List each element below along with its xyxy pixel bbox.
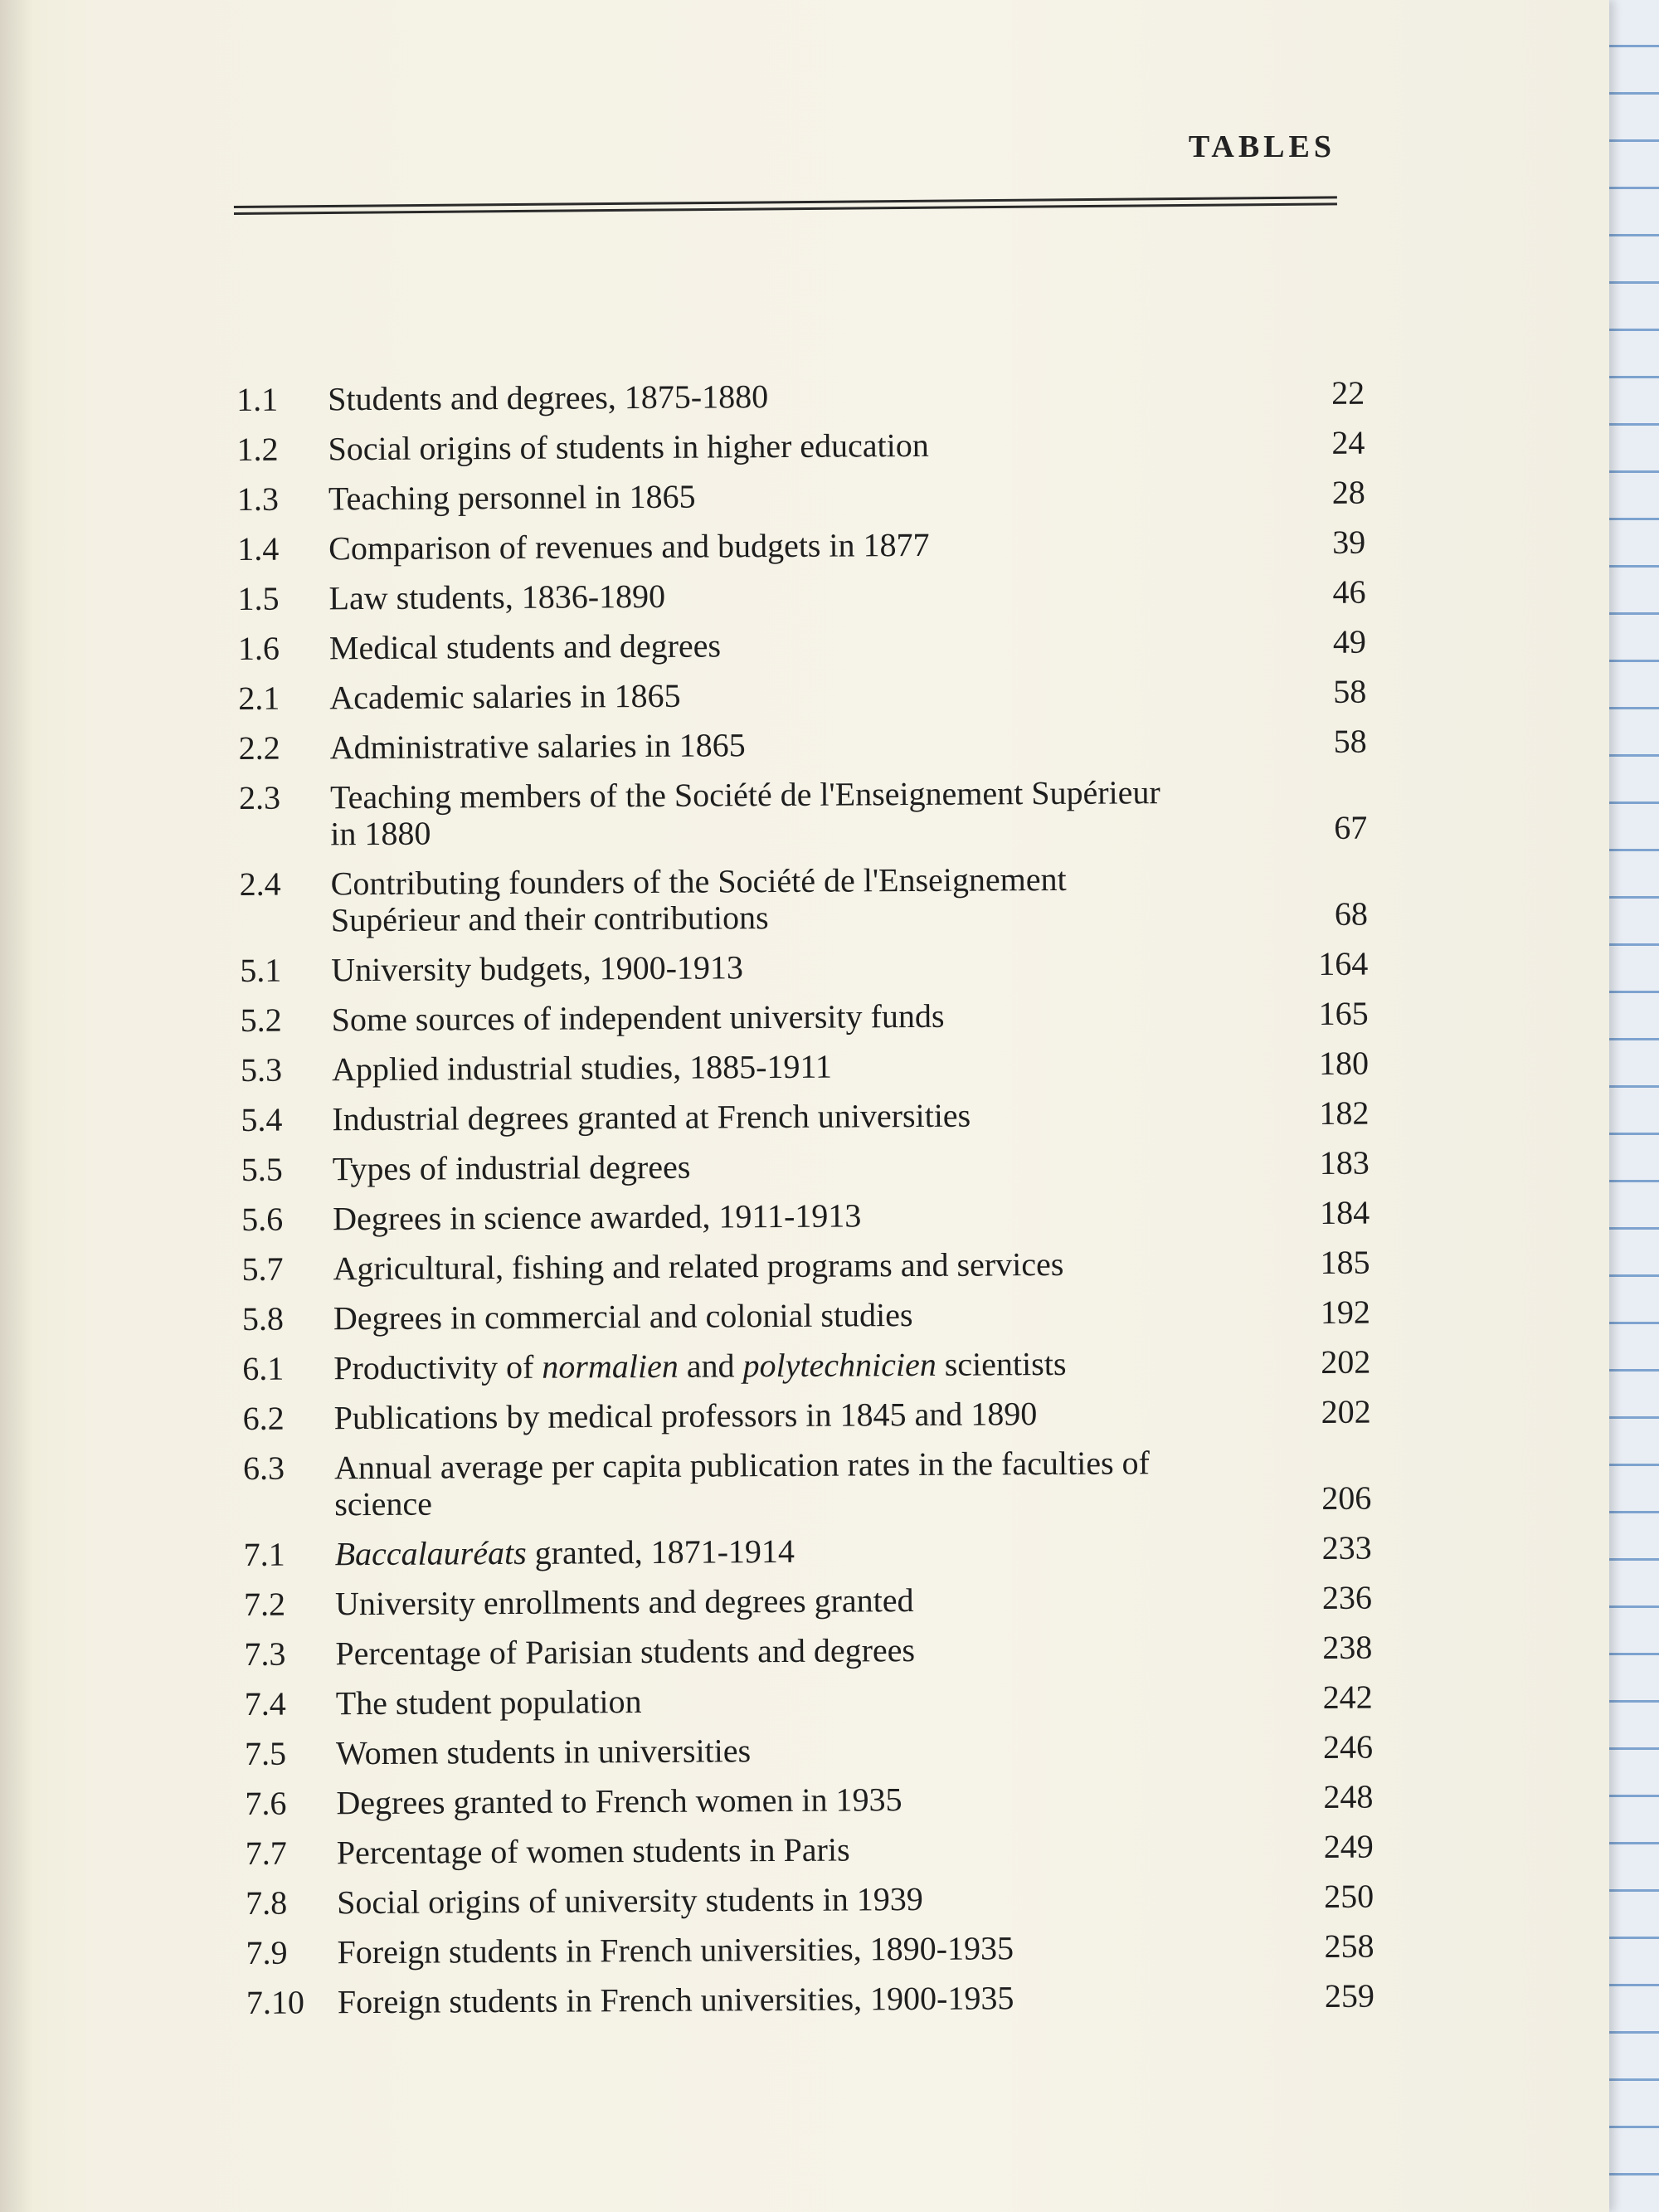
table-number: 7.9	[246, 1933, 288, 1971]
table-title: Social origins of students in higher education	[328, 426, 929, 468]
title-text: granted, 1871-1914	[526, 1532, 795, 1571]
page-number: 238	[1322, 1628, 1373, 1667]
table-title: Industrial degrees granted at French universities	[332, 1096, 971, 1138]
table-entry	[241, 1045, 1369, 1089]
table-entry	[246, 1878, 1374, 1922]
table-title: Degrees in science awarded, 1911-1913	[333, 1196, 862, 1238]
table-number: 2.1	[238, 679, 280, 717]
table-title: Percentage of Parisian students and degrees	[335, 1631, 916, 1673]
table-entry	[237, 524, 1365, 568]
table-entry	[240, 860, 1369, 939]
page-number: 164	[1318, 944, 1369, 983]
table-number: 7.6	[245, 1784, 287, 1822]
table-entry	[244, 1580, 1372, 1623]
table-number: 2.2	[238, 728, 280, 767]
page-number: 233	[1321, 1528, 1372, 1567]
table-entry	[244, 1630, 1372, 1673]
table-title-line: Contributing founders of the Société de l'Enseignement	[330, 860, 1067, 903]
page-title: TABLES	[1188, 129, 1335, 164]
table-title	[334, 1444, 1281, 1523]
page-number: 248	[1323, 1777, 1374, 1816]
page-number: 249	[1323, 1827, 1374, 1866]
table-title: Agricultural, fishing and related programs and services	[333, 1245, 1064, 1288]
table-title: Degrees in commercial and colonial studies	[333, 1296, 913, 1337]
table-entry	[245, 1729, 1373, 1772]
title-text: Productivity of	[333, 1347, 542, 1387]
page-number: 67	[1334, 808, 1368, 846]
page-number: 68	[1334, 894, 1369, 933]
table-entry	[244, 1530, 1372, 1573]
table-number: 1.5	[237, 579, 280, 617]
table-title	[333, 1344, 1279, 1386]
table-entry	[236, 425, 1365, 468]
table-entry	[241, 996, 1369, 1039]
table-title: Social origins of university students in 1939	[337, 1879, 923, 1922]
page-number: 185	[1320, 1243, 1370, 1282]
table-entry	[237, 475, 1365, 518]
table-entry	[241, 1145, 1370, 1188]
table-title-line: Annual average per capita publication rates in the faculties of	[333, 1444, 1151, 1487]
table-title: Percentage of women students in Paris	[336, 1830, 850, 1872]
title-text: scientists	[936, 1344, 1067, 1383]
table-entry	[243, 1394, 1371, 1437]
tables-list	[236, 375, 1374, 2034]
table-title: Teaching personnel in 1865	[328, 477, 696, 518]
table-entry	[239, 773, 1368, 853]
table-title: Students and degrees, 1875-1880	[327, 378, 769, 418]
double-rule-divider	[234, 196, 1337, 221]
table-title: Some sources of independent university funds	[331, 996, 945, 1039]
table-entry	[246, 1978, 1374, 2021]
table-entry	[237, 574, 1365, 617]
table-entry	[246, 1829, 1374, 1872]
page-number: 58	[1333, 722, 1367, 760]
table-title: Women students in universities	[335, 1732, 752, 1772]
page-number: 58	[1333, 672, 1367, 710]
table-title: Comparison of revenues and budgets in 1877	[328, 525, 930, 568]
page-number: 242	[1322, 1678, 1373, 1717]
table-number: 5.6	[241, 1200, 284, 1238]
table-number: 6.3	[242, 1449, 285, 1487]
table-number: 6.2	[242, 1399, 285, 1437]
table-title: The student population	[335, 1683, 642, 1722]
table-number: 1.3	[236, 480, 280, 518]
table-number: 2.3	[238, 778, 281, 816]
table-title-line: science	[334, 1484, 433, 1523]
table-number: 7.10	[246, 1983, 305, 2021]
table-title: Medical students and degrees	[328, 626, 722, 667]
page-number: 184	[1320, 1193, 1370, 1232]
page-number: 165	[1318, 994, 1369, 1033]
table-number: 2.4	[239, 865, 281, 903]
table-title: Foreign students in French universities, 1890-1935	[337, 1929, 1014, 1971]
title-italic-text: normalien	[542, 1347, 679, 1386]
page-number: 202	[1321, 1342, 1371, 1381]
table-number: 5.1	[240, 951, 282, 989]
table-entry	[236, 375, 1365, 418]
table-number: 1.4	[237, 529, 280, 568]
page-number: 206	[1321, 1479, 1372, 1518]
table-number: 7.7	[245, 1834, 287, 1872]
table-number: 7.3	[244, 1635, 286, 1673]
table-number: 7.8	[246, 1883, 288, 1922]
page-number: 39	[1332, 523, 1366, 561]
table-number: 1.6	[237, 629, 280, 667]
page-number: 22	[1331, 373, 1365, 412]
page-number: 258	[1324, 1927, 1374, 1966]
table-entry	[239, 724, 1367, 767]
page-number: 182	[1319, 1094, 1370, 1133]
table-number: 5.2	[240, 1001, 282, 1039]
table-number: 1.1	[236, 380, 279, 418]
page-number: 46	[1332, 572, 1366, 611]
title-italic-text: Baccalauréats	[334, 1533, 527, 1573]
page-number: 180	[1318, 1044, 1370, 1083]
title-text: and	[678, 1347, 743, 1385]
table-title	[330, 773, 1277, 852]
table-title: University enrollments and degrees granted	[334, 1581, 914, 1623]
table-entry	[240, 946, 1368, 989]
table-number: 1.2	[236, 430, 279, 468]
table-title: Foreign students in French universities, 1900-1935	[337, 1979, 1014, 2021]
table-entry	[245, 1679, 1373, 1722]
table-entry	[241, 1195, 1370, 1238]
table-number: 5.5	[241, 1150, 283, 1188]
table-title: Publications by medical professors in 1845 and 1890	[333, 1395, 1038, 1437]
table-number: 5.8	[241, 1299, 285, 1337]
table-title-line: in 1880	[330, 814, 431, 853]
table-number: 7.2	[243, 1585, 286, 1623]
table-title	[335, 1530, 1281, 1572]
table-title: Administrative salaries in 1865	[329, 726, 746, 767]
table-entry	[241, 1245, 1370, 1288]
table-number: 5.7	[241, 1250, 284, 1288]
table-title: Academic salaries in 1865	[329, 676, 681, 717]
page-number: 202	[1321, 1392, 1371, 1431]
title-italic-text: polytechnicien	[742, 1345, 937, 1385]
page-number: 250	[1324, 1877, 1374, 1916]
table-entry	[238, 624, 1366, 667]
table-number: 6.1	[242, 1349, 285, 1387]
table-title: Law students, 1836-1890	[328, 577, 666, 617]
table-number: 7.4	[244, 1684, 286, 1722]
table-entry	[238, 674, 1366, 717]
table-entry	[243, 1444, 1372, 1523]
table-number: 7.1	[243, 1535, 285, 1573]
table-entry	[242, 1344, 1370, 1387]
table-title: University budgets, 1900-1913	[331, 948, 744, 989]
page-number: 24	[1331, 423, 1365, 461]
table-entry	[245, 1779, 1373, 1822]
table-title: Degrees granted to French women in 1935	[336, 1781, 902, 1822]
table-number: 5.3	[240, 1050, 283, 1089]
table-title: Applied industrial studies, 1885-1911	[331, 1047, 833, 1089]
page-number: 28	[1331, 473, 1365, 511]
table-title-line: Teaching members of the Société de l'Enseignement Supérieur	[329, 773, 1160, 816]
page-number: 259	[1324, 1976, 1375, 2015]
page-number: 49	[1332, 622, 1367, 660]
page-number: 246	[1322, 1727, 1374, 1766]
table-entry	[242, 1294, 1370, 1337]
table-number: 7.5	[244, 1734, 287, 1772]
table-number: 5.4	[241, 1100, 283, 1138]
page-number: 183	[1319, 1143, 1370, 1182]
table-entry	[241, 1095, 1369, 1138]
table-title: Types of industrial degrees	[332, 1147, 691, 1188]
table-title	[331, 860, 1277, 938]
table-entry	[246, 1928, 1374, 1971]
page-number: 192	[1320, 1293, 1371, 1332]
table-title-line: Supérieur and their contributions	[330, 899, 769, 939]
page-number: 236	[1321, 1578, 1373, 1617]
